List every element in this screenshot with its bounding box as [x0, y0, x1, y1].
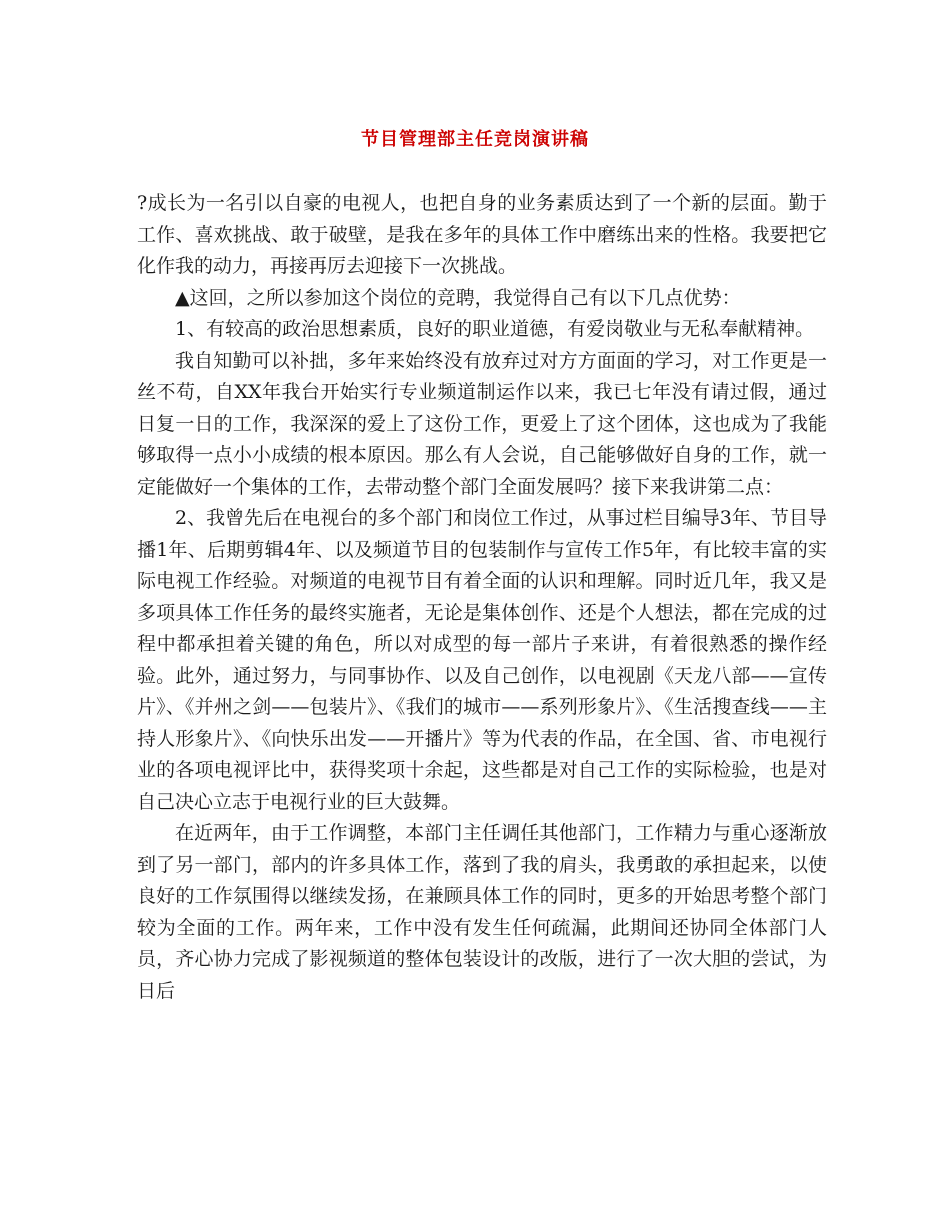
paragraph-4: 我自知勤可以补拙，多年来始终没有放弃过对方方面面的学习，对工作更是一丝不苟，自XX年我台开始实行专业频道制运作以来，我已七年没有请过假，通过日复一日的工作，我深深的爱上了这份工作，更爱上了这个团体，这也成为了我能够取得一点小小成绩的根本原因。那么有人会说，自己能够做好自身的工作，就一定能做好一个集体的工作，去带动整个部门全面发展吗？接下来我讲第二点： [137, 349, 827, 498]
document-title: 节目管理部主任竞岗演讲稿 [361, 129, 589, 150]
paragraph-5: 2、我曾先后在电视台的多个部门和岗位工作过，从事过栏目编导3年、节目导播1年、后期剪辑4年、以及频道节目的包装制作与宣传工作5年，有比较丰富的实际电视工作经验。对频道的电视节目有着全面的认识和理解。同时近几年，我又是多项具体工作任务的最终实施者，无论是集体创作、还是个人想法，都在完成的过程中都承担着关键的角色，所以对成型的每一部片子来讲，有着很熟悉的操作经验。此外，通过努力，与同事协作、以及自己创作，以电视剧《天龙八部——宣传片》、《并州之剑——包装片》、《我们的城市——系列形象片》、《生活搜查线——主持人形象片》、《向快乐出发——开播片》等为代表的作品，在全国、省、市电视行业的各项电视评比中，获得奖项十余起，这些都是对自己工作的实际检验，也是对自己决心立志于电视行业的巨大鼓舞。 [137, 507, 827, 813]
paragraph-3: 1、有较高的政治思想素质，良好的职业道德，有爱岗敬业与无私奉献精神。 [175, 318, 815, 340]
paragraph-2: ▲这回，之所以参加这个岗位的竞聘，我觉得自己有以下几点优势： [175, 286, 741, 309]
document-body [137, 188, 827, 1007]
paragraph-1: ?成长为一名引以自豪的电视人，也把自身的业务素质达到了一个新的层面。勤于工作、喜欢挑战、敢于破壁，是我在多年的具体工作中磨练出来的性格。我要把它化作我的动力，再接再厉去迎接下一次挑战。 [137, 192, 827, 277]
paragraph-6: 在近两年，由于工作调整，本部门主任调任其他部门，工作精力与重心逐渐放到了另一部门，部内的许多具体工作，落到了我的肩头，我勇敢的承担起来，以使良好的工作氛围得以继续发扬，在兼顾具体工作的同时，更多的开始思考整个部门较为全面的工作。两年来，工作中没有发生任何疏漏，此期间还协同全体部门人员，齐心协力完成了影视频道的整体包装设计的改版，进行了一次大胆的尝试，为日后 [137, 822, 827, 1002]
